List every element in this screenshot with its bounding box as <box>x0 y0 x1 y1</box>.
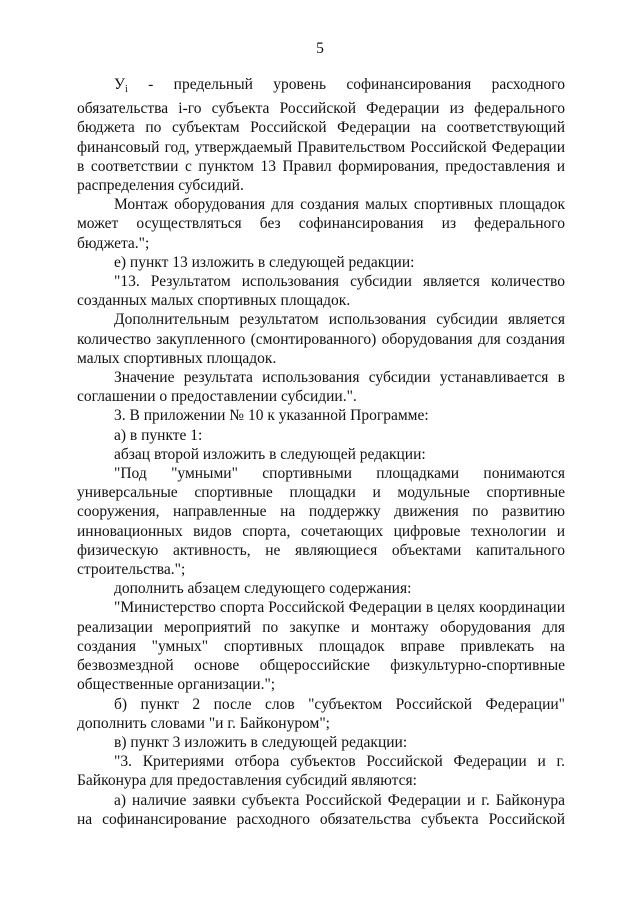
paragraph-item-a-point-1: а) в пункте 1: <box>114 426 203 444</box>
paragraph-appendix-10: 3. В приложении № 10 к указанной Программе: <box>114 407 429 425</box>
symbol-subscript: i <box>124 84 128 95</box>
paragraph-definition-text: - предельный уровень софинансирования расходного обязательства i-го субъекта Российской Федерации из федерального бюджета по субъектам Российской Федерации на соответствующий финансовый год, утверждаемый Правительством Российской Федерации в соответствии с пунктом 13 Правил формирования, предоставления и распределения субсидий. <box>77 76 565 195</box>
paragraph-selection-criteria: "3. Критериями отбора субъектов Российской Федерации и г. Байконура для предоставления субсидий являются: <box>77 753 565 790</box>
paragraph-criterion-a: а) наличие заявки субъекта Российской Федерации и г. Байконура на софинансирование расходного обязательства субъекта Российской <box>77 791 565 828</box>
symbol-y: У <box>114 76 125 93</box>
paragraph-definition-yi <box>77 75 565 195</box>
paragraph-smart-grounds-definition: "Под "умными" спортивными площадками понимаются универсальные спортивные площадки и модульные спортивные сооружения, направленные на поддержку движения по развитию инновационных видов спорта, сочетающих цифровые технологии и физическую активность, не являющиеся объектами капитального строительства."; <box>77 465 565 579</box>
paragraph-additional-result: Дополнительным результатом использования субсидии является количество закупленного (смонтированного) оборудования для создания малых спортивных площадок. <box>77 311 565 367</box>
paragraph-installation: Монтаж оборудования для создания малых спортивных площадок может осуществляться без софинансирования из федерального бюджета."; <box>77 196 565 252</box>
paragraph-item-v-point-3: в) пункт 3 изложить в следующей редакции: <box>114 733 408 751</box>
page-number: 5 <box>316 40 324 57</box>
paragraph-add-abzac: дополнить абзацем следующего содержания: <box>114 580 412 598</box>
document-body <box>77 75 565 829</box>
paragraph-item-b-point-2: б) пункт 2 после слов "субъектом Российской Федерации" дополнить словами "и г. Байконуром"; <box>77 695 565 732</box>
paragraph-result: "13. Результатом использования субсидии является количество созданных малых спортивных площадок. <box>77 273 565 310</box>
paragraph-second-abzac: абзац второй изложить в следующей редакции: <box>114 445 426 463</box>
paragraph-item-e: е) пункт 13 изложить в следующей редакции: <box>114 253 415 271</box>
paragraph-result-value: Значение результата использования субсидии устанавливается в соглашении о предоставлении субсидии.". <box>77 369 565 406</box>
paragraph-ministry: "Министерство спорта Российской Федерации в целях координации реализации мероприятий по закупке и монтажу оборудования для создания "умных" спортивных площадок вправе привлекать на безвозмездной основе общероссийские физкультурно-спортивные общественные организации."; <box>77 599 565 694</box>
